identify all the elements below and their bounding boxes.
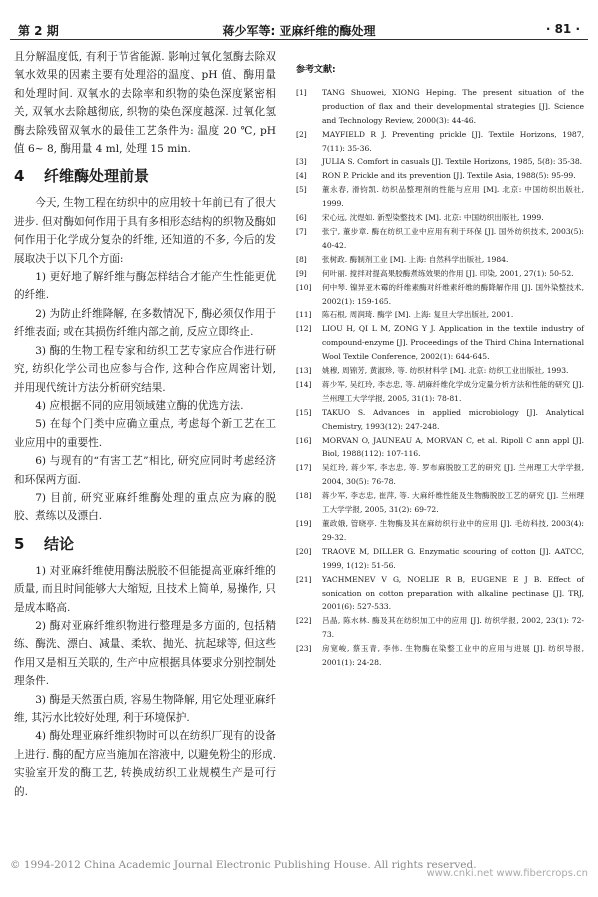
reference-text: 张宁, 董步章. 酶在纺织工业中应用有利于环保 [J]. 国外纺织技术, 2003(5): 40-42.: [322, 226, 584, 250]
paragraph-intro: 且分解温度低, 有利于节省能源. 影响过氧化氢酶去除双氧水效果的因素主要有处理浴的温度、pH 值、酶用量和处理时间. 双氧水的去除率和织物的染色深度紧密相关, 双氧水去除越彻底, 织物的染色深度越深. 过氧化氢酶去除残留双氧水的最佳工艺条件为: 温度 20 ℃, pH 值 6~ 8, 酶用量 4 ml, 处理 15 min.: [14, 51, 276, 156]
reference-text: JULIA S. Comfort in casuals [J]. Textile Horizons, 1985, 5(8): 35-38.: [322, 157, 583, 167]
reference-number: [16]: [296, 435, 312, 445]
paragraph-4-4: 3) 酶的生物工程专家和纺织工艺专家应合作进行研究, 纺织化学公司也应参与合作, 这种合作应周密计划, 并用现代统计方法分析研究结果.: [14, 344, 276, 394]
reference-text: MAYFIELD R J. Preventing prickle [J]. Textile Horizons, 1987, 7(11): 35-36.: [322, 129, 584, 153]
reference-number: [10]: [296, 282, 312, 292]
reference-text: 姚穆, 周锦芳, 黄淑珍, 等. 纺织材料学 [M]. 北京: 纺织工业出版社, 1993.: [322, 366, 569, 376]
section-5-number: 5: [14, 534, 25, 553]
section-4-number: 4: [14, 167, 25, 186]
reference-number: [3]: [296, 157, 307, 167]
paragraph-4-8: 7) 目前, 研究亚麻纤维酶处理的重点应为麻的脱胶、煮练以及漂白.: [14, 491, 276, 523]
left-column: [14, 48, 276, 801]
running-title: 蒋少军等: 亚麻纤维的酶处理: [222, 24, 376, 38]
reference-number: [23]: [296, 644, 312, 654]
reference-number: [15]: [296, 407, 312, 417]
reference-number: [20]: [296, 546, 312, 556]
reference-item: [296, 281, 584, 309]
reference-number: [21]: [296, 574, 312, 584]
reference-number: [13]: [296, 366, 312, 376]
site-watermark: www.cnki.net www.fibercrops.cn: [426, 868, 588, 879]
reference-text: 何中琴. 镍异亚木霉的纤维素酶对纤维素纤维的酶降解作用 [J]. 国外染整技术, 2002(1): 159-165.: [322, 282, 584, 306]
reference-number: [2]: [296, 129, 307, 139]
reference-item: [296, 155, 584, 169]
reference-item: [296, 267, 584, 281]
reference-number: [11]: [296, 310, 312, 320]
paragraph-4-6: 5) 在每个门类中应确立重点, 考虑每个新工艺在工业应用中的重要性.: [14, 418, 276, 449]
paragraph-5-3: 3) 酶是天然蛋白质, 容易生物降解, 用它处理亚麻纤维, 其污水比较好处理, 利于环境保护.: [14, 693, 276, 724]
paragraph-5-4: 4) 酶处理亚麻纤维织物时可以在纺织厂现有的设备上进行. 酶的配方应当施加在溶液中, 以避免粉尘的形成. 实验室开发的酶工艺, 转换成纺织工业规模生产是可行的.: [14, 730, 276, 798]
references-heading: 参考文献:: [296, 65, 336, 75]
reference-text: TRAOVE M, DILLER G. Enzymatic scouring of cotton [J]. AATCC, 1999, 1(12): 51-56.: [322, 546, 584, 570]
reference-number: [19]: [296, 519, 312, 528]
reference-number: [4]: [296, 171, 307, 181]
reference-item: [296, 169, 584, 183]
paragraph-4-2: 1) 更好地了解纤维与酶怎样结合才能产生性能更优的纤维.: [14, 271, 276, 302]
reference-number: [18]: [296, 491, 312, 501]
header-rule: [10, 39, 588, 40]
reference-number: [1]: [296, 87, 307, 97]
section-5-heading: [14, 534, 276, 554]
paragraph-5-1: 1) 对亚麻纤维使用酶法脱胶不但能提高亚麻纤维的质量, 而且时间能够大大缩短, 且技术上简单, 易操作, 只是成本略高.: [14, 564, 276, 614]
reference-text: RON P. Prickle and its prevention [J]. Textile Asia, 1988(5): 95-99.: [322, 171, 576, 181]
reference-text: 张树政. 酶制剂工业 [M]. 上海: 自然科学出版社, 1984.: [322, 254, 509, 264]
reference-text: 吴红玲, 蒋少军, 李志忠, 等. 罗布麻脱胶工艺的研究 [J]. 兰州理工大学学报, 2004, 30(5): 76-78.: [322, 463, 584, 487]
reference-number: [5]: [296, 185, 307, 195]
section-4-title: 纤维酶处理前景: [44, 167, 150, 186]
reference-item: [296, 253, 584, 267]
reference-item: [296, 489, 584, 517]
reference-item: [296, 308, 584, 322]
reference-text: LIOU H, QI L M, ZONG Y J. Application in the textile industry of compound-enzyme [J]. Proceedings of the Third China International Wool Textile Conference, 2002(1): 644-645.: [322, 324, 584, 362]
reference-item: [296, 211, 584, 225]
reference-text: 董政娥, 管晓亭. 生物酶及其在麻纺织行业中的应用 [J]. 毛纺科技, 2003(4): 29-32.: [322, 519, 584, 542]
reference-number: [22]: [296, 616, 312, 626]
reference-item: [296, 225, 584, 253]
reference-number: [7]: [296, 226, 307, 236]
reference-text: YACHMENEV V G, NOELIE R B, EUGENE E J B. Effect of sonication on cotton preparation with alkaline pectinase [J]. TRJ, 2001(6): 527-533.: [322, 574, 584, 612]
reference-item: [296, 573, 584, 615]
reference-text: 蒋少军, 吴红玲, 李志忠, 等. 胡麻纤维化学成分定量分析方法和性能的研究 [J]. 兰州理工大学学报, 2005, 31(1): 78-81.: [322, 379, 584, 403]
reference-item: [296, 545, 584, 573]
page-header: [0, 0, 598, 38]
paragraph-4-1: 今天, 生物工程在纺织中的应用较十年前已有了很大进步. 但对酶如何作用于具有多相形态结构的织物及酶如何作用于化学成分复杂的纤维, 还知道的不多, 今后的发展取决于以下几个方面:: [14, 197, 276, 265]
reference-item: [296, 406, 584, 434]
reference-text: 房宽峻, 蔡玉青, 李伟. 生物酶在染整工业中的应用与进展 [J]. 纺织导报, 2001(1): 24-28.: [322, 644, 584, 668]
reference-item: [296, 86, 584, 128]
reference-item: [296, 614, 584, 642]
paragraph-4-3: 2) 为防止纤维降解, 在多数情况下, 酶必须仅作用于纤维表面; 或在其损伤纤维内部之前, 反应立即终止.: [14, 307, 276, 339]
reference-text: TAKUO S. Advances in applied microbiology [J]. Analytical Chemistry, 1993(12): 247-248.: [322, 407, 584, 431]
copyright-footer: © 1994-2012 China Academic Journal Electronic Publishing House. All rights reserved.: [10, 859, 477, 871]
reference-number: [14]: [296, 379, 312, 389]
paragraph-5-2: 2) 酶对亚麻纤维织物进行整理是多方面的, 包括精练、酶洗、漂白、减量、柔软、抛光、抗起球等, 但这些作用又是相互关联的, 生产中应根据具体要求分别控制处理条件.: [14, 619, 276, 688]
references-column: [296, 64, 584, 670]
reference-number: [8]: [296, 254, 307, 264]
reference-text: 何叶丽. 搅拌对提高果胶酶煮练效果的作用 [J]. 印染, 2001, 27(1): 50-52.: [322, 268, 574, 278]
reference-text: 宋心远, 沈煜如. 新型染整技术 [M]. 北京: 中国纺织出版社, 1999.: [322, 213, 544, 223]
reference-text: 吕晶, 陈水林. 酶及其在纺织加工中的应用 [J]. 纺织学报, 2002, 23(1): 72-73.: [322, 616, 584, 640]
reference-number: [6]: [296, 213, 307, 223]
reference-item: [296, 378, 584, 406]
reference-item: [296, 183, 584, 211]
section-4-heading: [14, 166, 276, 186]
paragraph-4-7: 6) 与现有的“有害工艺”相比, 研究应同时考虑经济和环保两方面.: [14, 455, 276, 486]
issue-number: 第 2 期: [18, 24, 59, 38]
reference-number: [12]: [296, 324, 312, 334]
reference-number: [9]: [296, 268, 307, 278]
reference-item: [296, 461, 584, 489]
section-5-title: 结论: [44, 534, 75, 553]
reference-text: TANG Shuowei, XIONG Heping. The present situation of the production of flax and their developmental strategies [J]. Science and Technology Review, 2000(3): 44-46.: [322, 87, 584, 125]
reference-number: [17]: [296, 463, 312, 473]
paragraph-4-5: 4) 应根据不同的应用领域建立酶的优选方法.: [35, 399, 244, 412]
reference-item: [296, 517, 584, 545]
reference-item: [296, 322, 584, 364]
reference-item: [296, 128, 584, 156]
reference-text: 陈石根, 周润琦. 酶学 [M]. 上海: 复旦大学出版社, 2001.: [322, 310, 514, 320]
reference-text: 蒋少军, 李志忠, 崔萍, 等. 大麻纤维性能及生物酶脱胶工艺的研究 [J]. 兰州理工大学学报, 2005, 31(2): 69-72.: [322, 491, 584, 515]
reference-item: [296, 434, 584, 462]
reference-text: 董永春, 滑钧凯. 纺织品整理剂的性能与应用 [M]. 北京: 中国纺织出版社, 1999.: [322, 185, 584, 209]
reference-item: [296, 642, 584, 670]
reference-item: [296, 364, 584, 378]
reference-list: [296, 86, 584, 670]
reference-text: MORVAN O, JAUNEAU A, MORVAN C, et al. Ripoll C ann appl [J]. Biol, 1988(112): 107-116.: [322, 435, 584, 459]
page-number: · 81 ·: [545, 22, 580, 36]
